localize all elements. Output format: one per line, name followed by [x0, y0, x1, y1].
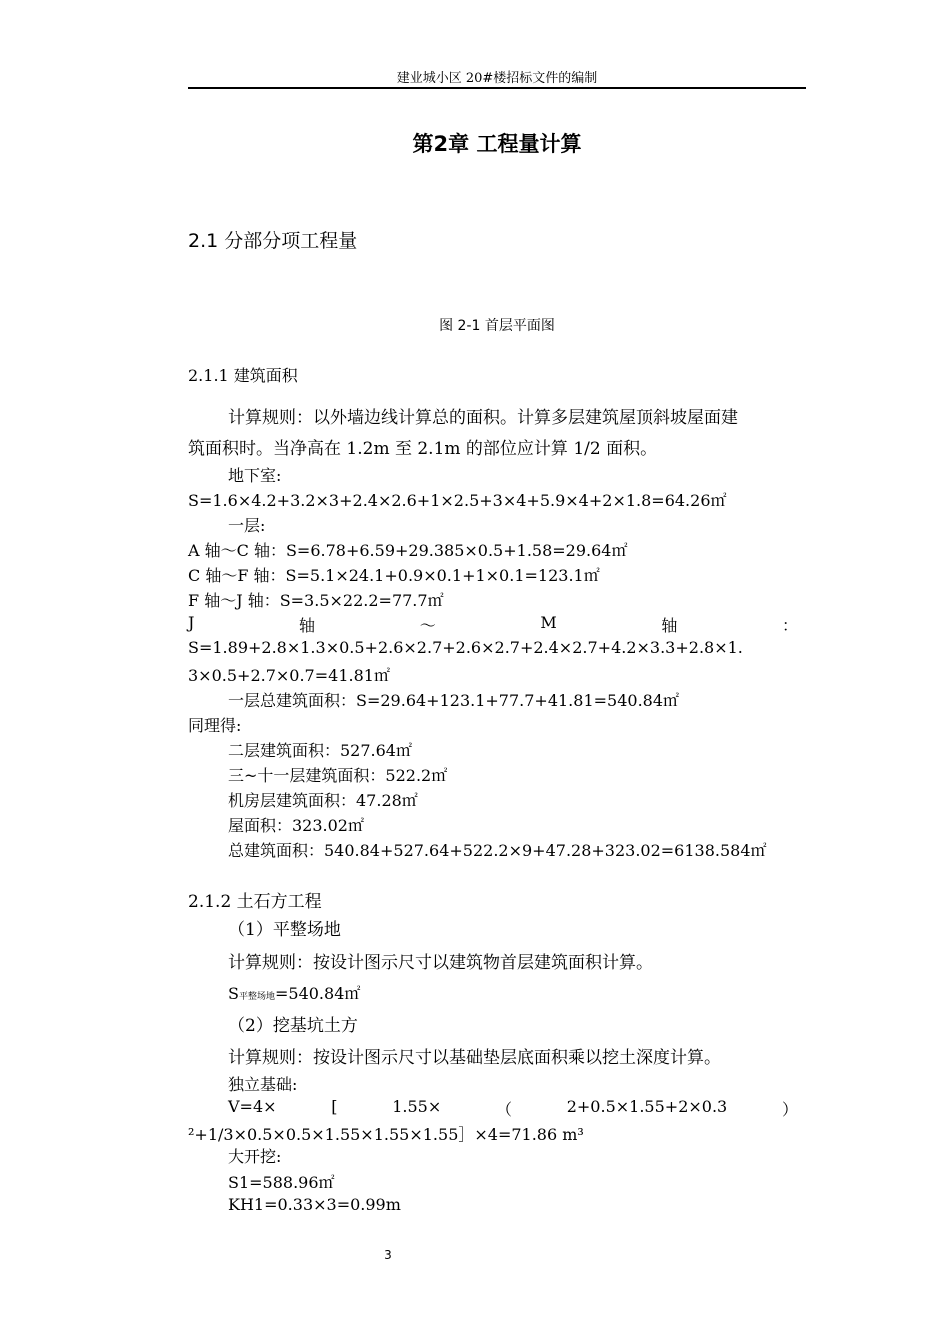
volume-formula-line: ²+1/3×0.5×0.5×1.55×1.55×1.55］×4=71.86 m³ — [188, 1125, 584, 1144]
site-leveling-formula — [228, 981, 360, 1004]
axis-c-f-formula: C 轴～F 轴：S=5.1×24.1+0.9×0.1+1×0.1=123.1㎡ — [188, 566, 600, 585]
item-rule: 计算规则：按设计图示尺寸以基础垫层底面积乘以挖土深度计算。 — [228, 1048, 721, 1068]
axis-j-m-formula-line: 3×0.5+2.7×0.7=41.81㎡ — [188, 666, 390, 685]
formula-subscript: 平整场地 — [238, 992, 275, 1002]
similarly-label: 同理得: — [188, 716, 242, 735]
formula-symbol: S — [228, 984, 239, 1003]
isolated-foundation-label: 独立基础: — [228, 1075, 298, 1094]
figure-caption: 图 2-1 首层平面图 — [439, 318, 555, 334]
axis-j-m-part: 轴 — [661, 616, 678, 635]
axis-j-m-part: M — [540, 613, 557, 632]
page-header: 建业城小区 20#楼招标文件的编制 — [396, 71, 598, 86]
machine-room-area: 机房层建筑面积：47.28㎡ — [228, 791, 418, 810]
basement-label: 地下室: — [228, 466, 282, 485]
volume-formula-part: V=4× — [228, 1097, 277, 1116]
subsection-heading-2-1-1: 2.1.1 建筑面积 — [188, 366, 298, 385]
chapter-title: 第2章 工程量计算 — [412, 132, 582, 156]
volume-formula-part: 2+0.5×1.55+2×0.3 — [566, 1097, 728, 1116]
rule-text-line: 筑面积时。当净高在 1.2m 至 2.1m 的部位应计算 1/2 面积。 — [188, 439, 658, 459]
header-divider — [188, 87, 806, 89]
volume-formula-part: [ — [331, 1097, 338, 1116]
volume-formula-line — [228, 1097, 798, 1120]
roof-area: 屋面积：323.02㎡ — [228, 816, 364, 835]
axis-j-m-heading — [188, 613, 798, 636]
s1-formula: S1=588.96㎡ — [228, 1173, 335, 1192]
floor2-area: 二层建筑面积：527.64㎡ — [228, 741, 412, 760]
floor1-total: 一层总建筑面积：S=29.64+123.1+77.7+41.81=540.84㎡ — [228, 691, 680, 710]
item-heading: （2）挖基坑土方 — [228, 1016, 358, 1036]
volume-formula-part: ） — [781, 1100, 798, 1119]
item-rule: 计算规则：按设计图示尺寸以建筑物首层建筑面积计算。 — [228, 953, 653, 973]
total-area: 总建筑面积：540.84+527.64+522.2×9+47.28+323.02=6138.584㎡ — [228, 841, 767, 860]
rule-text-line: 计算规则：以外墙边线计算总的面积。计算多层建筑屋顶斜坡屋面建 — [228, 408, 738, 428]
volume-formula-part: 1.55× — [392, 1097, 442, 1116]
axis-j-m-part: ： — [781, 616, 798, 635]
section-title: 2.1 分部分项工程量 — [188, 230, 358, 252]
axis-j-m-part: ～ — [419, 616, 436, 635]
basement-formula: S=1.6×4.2+3.2×3+2.4×2.6+1×2.5+3×4+5.9×4+2×1.8=64.26㎡ — [188, 491, 727, 510]
axis-f-j-formula: F 轴～J 轴：S=3.5×22.2=77.7㎡ — [188, 591, 444, 610]
floor1-label: 一层: — [228, 516, 266, 535]
axis-a-c-formula: A 轴～C 轴：S=6.78+6.59+29.385×0.5+1.58=29.64㎡ — [188, 541, 628, 560]
floor3-11-area: 三~十一层建筑面积：522.2㎡ — [228, 766, 448, 785]
subsection-heading-2-1-2: 2.1.2 土石方工程 — [188, 892, 322, 912]
axis-j-m-part: 轴 — [299, 616, 316, 635]
page-number: 3 — [384, 1248, 392, 1262]
axis-j-m-formula-line: S=1.89+2.8×1.3×0.5+2.6×2.7+2.6×2.7+2.4×2.7+4.2×3.3+2.8×1. — [188, 638, 743, 657]
axis-j-m-part: J — [188, 613, 195, 632]
kh1-formula: KH1=0.33×3=0.99m — [228, 1195, 401, 1214]
open-cut-label: 大开挖: — [228, 1147, 282, 1166]
volume-formula-part: （ — [495, 1100, 512, 1119]
formula-value: =540.84㎡ — [274, 984, 361, 1003]
item-heading: （1）平整场地 — [228, 920, 341, 940]
